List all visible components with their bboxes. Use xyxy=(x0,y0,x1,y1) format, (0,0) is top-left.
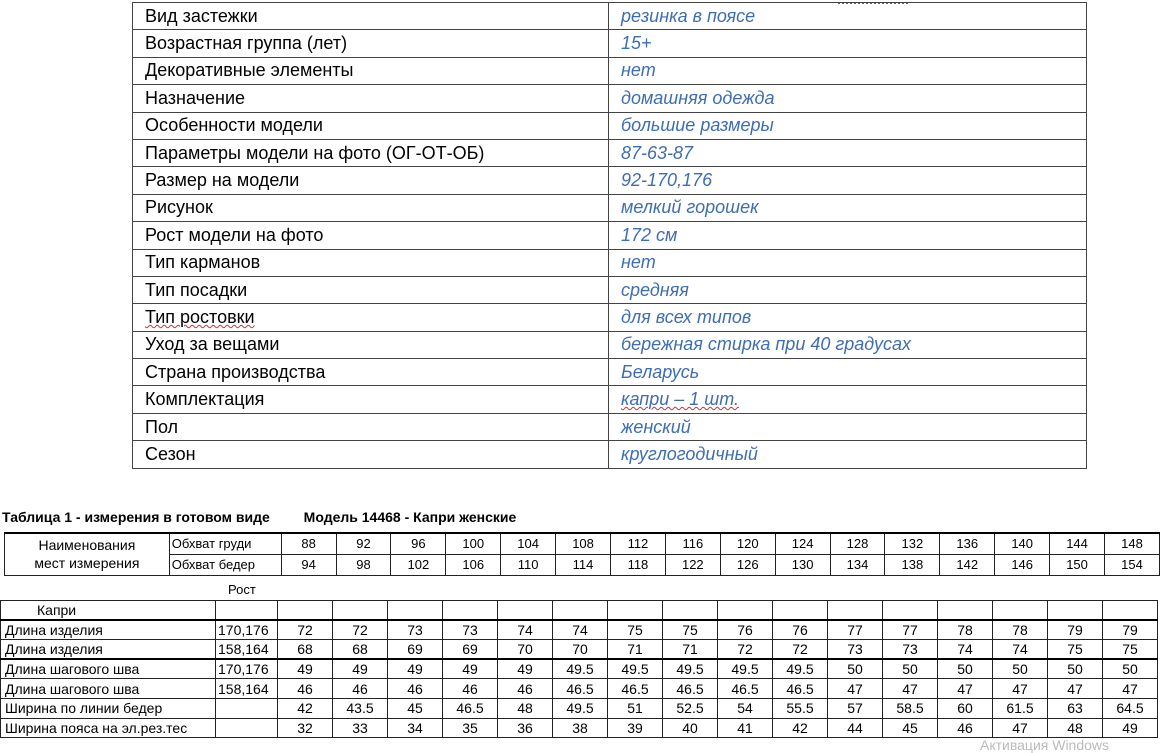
measurement-value: 50 xyxy=(883,659,938,679)
measurement-value: 73 xyxy=(388,620,443,640)
header-name-cell xyxy=(5,533,170,575)
empty-cell xyxy=(1048,601,1103,621)
hips-size-cell: 110 xyxy=(501,554,556,575)
measurements-caption xyxy=(2,509,516,525)
measurement-value: 73 xyxy=(883,640,938,660)
empty-cell xyxy=(553,601,608,621)
measurement-value: 79 xyxy=(1103,620,1158,640)
measurement-value: 46.5 xyxy=(718,679,773,699)
measurement-value: 47 xyxy=(993,679,1048,699)
property-key: Размер на модели xyxy=(133,167,609,194)
table-title: Таблица 1 - измерения в готовом виде xyxy=(2,509,270,525)
property-key: Рисунок xyxy=(133,194,609,221)
measurement-value: 34 xyxy=(388,718,443,738)
property-row xyxy=(133,386,1087,413)
measurement-value: 49.5 xyxy=(773,659,828,679)
section-label: Капри xyxy=(1,601,216,621)
measurement-row xyxy=(1,698,1158,718)
property-row xyxy=(133,85,1087,112)
measurement-row xyxy=(1,659,1158,679)
header-name-line-2: мест измерения xyxy=(34,555,140,572)
measurement-label: Длина шагового шва xyxy=(1,659,216,679)
property-row xyxy=(133,112,1087,139)
property-row xyxy=(133,139,1087,166)
property-row xyxy=(133,413,1087,440)
measurement-value: 74 xyxy=(498,620,553,640)
measurement-value: 75 xyxy=(663,620,718,640)
property-key: Особенности модели xyxy=(133,112,609,139)
measurement-value: 50 xyxy=(938,659,993,679)
hips-size-cell: 94 xyxy=(281,554,336,575)
measurement-value: 33 xyxy=(333,718,388,738)
measurement-value: 70 xyxy=(553,640,608,660)
property-value: резинка в поясе xyxy=(609,3,1087,30)
measurement-value: 35 xyxy=(443,718,498,738)
measurement-value: 49.5 xyxy=(553,698,608,718)
measurement-row xyxy=(1,620,1158,640)
measurement-value: 48 xyxy=(1048,718,1103,738)
property-value: мелкий горошек xyxy=(609,194,1087,221)
hips-size-cell: 122 xyxy=(665,554,720,575)
property-value: 92-170,176 xyxy=(609,167,1087,194)
rost-cell: 170,176 xyxy=(216,620,278,640)
property-value: для всех типов xyxy=(609,304,1087,331)
property-key: Сезон xyxy=(133,441,609,468)
measurement-value: 48 xyxy=(498,698,553,718)
hips-label: Обхват бедер xyxy=(169,554,281,575)
hips-size-cell: 146 xyxy=(995,554,1050,575)
measurement-value: 38 xyxy=(553,718,608,738)
property-row xyxy=(133,304,1087,331)
measurement-value: 74 xyxy=(553,620,608,640)
properties-table xyxy=(132,2,1087,469)
measurement-value: 46 xyxy=(938,718,993,738)
rost-cell xyxy=(216,718,278,738)
hips-size-cell: 106 xyxy=(446,554,501,575)
chest-size-cell: 100 xyxy=(446,533,501,554)
measurement-value: 70 xyxy=(498,640,553,660)
property-key: Рост модели на фото xyxy=(133,222,609,249)
property-value: 87-63-87 xyxy=(609,139,1087,166)
chest-size-cell: 144 xyxy=(1050,533,1105,554)
rost-label: Рост xyxy=(228,582,256,597)
hips-size-cell: 134 xyxy=(830,554,885,575)
measurement-value: 61.5 xyxy=(993,698,1048,718)
property-key: Назначение xyxy=(133,85,609,112)
empty-cell xyxy=(663,601,718,621)
measurement-value: 75 xyxy=(1048,640,1103,660)
property-value: нет xyxy=(609,249,1087,276)
property-value: большие размеры xyxy=(609,112,1087,139)
measurement-value: 68 xyxy=(333,640,388,660)
measurement-value: 46.5 xyxy=(663,679,718,699)
measurement-value: 72 xyxy=(773,640,828,660)
measurement-row xyxy=(1,679,1158,699)
chest-size-cell: 140 xyxy=(995,533,1050,554)
measurement-value: 44 xyxy=(828,718,883,738)
measurement-value: 74 xyxy=(938,640,993,660)
measurement-value: 46 xyxy=(498,679,553,699)
rost-cell: 158,164 xyxy=(216,640,278,660)
property-value: бережная стирка при 40 градусах xyxy=(609,331,1087,358)
measurement-value: 75 xyxy=(1103,640,1158,660)
chest-size-cell: 104 xyxy=(501,533,556,554)
measurement-value: 49 xyxy=(333,659,388,679)
measurement-value: 43.5 xyxy=(333,698,388,718)
size-header-table xyxy=(4,532,1160,576)
empty-cell xyxy=(773,601,828,621)
measurement-label: Длина шагового шва xyxy=(1,679,216,699)
measurement-value: 57 xyxy=(828,698,883,718)
empty-cell xyxy=(993,601,1048,621)
rost-cell xyxy=(216,698,278,718)
measurement-value: 41 xyxy=(718,718,773,738)
measurement-value: 52.5 xyxy=(663,698,718,718)
chest-size-cell: 124 xyxy=(775,533,830,554)
measurement-value: 50 xyxy=(1103,659,1158,679)
measurement-value: 46 xyxy=(443,679,498,699)
property-row xyxy=(133,167,1087,194)
measurement-label: Ширина пояса на эл.рез.тес xyxy=(1,718,216,738)
property-row xyxy=(133,194,1087,221)
empty-cell xyxy=(278,601,333,621)
empty-cell xyxy=(498,601,553,621)
property-row xyxy=(133,359,1087,386)
measurement-value: 47 xyxy=(883,679,938,699)
measurement-value: 49.5 xyxy=(718,659,773,679)
measurement-value: 50 xyxy=(1048,659,1103,679)
measurement-value: 47 xyxy=(1103,679,1158,699)
measurement-value: 32 xyxy=(278,718,333,738)
hips-size-cell: 126 xyxy=(720,554,775,575)
measurement-value: 47 xyxy=(993,718,1048,738)
property-key: Комплектация xyxy=(133,386,609,413)
measurement-value: 50 xyxy=(828,659,883,679)
section-row xyxy=(1,601,1158,621)
property-value: 172 см xyxy=(609,222,1087,249)
property-row xyxy=(133,441,1087,468)
empty-cell xyxy=(388,601,443,621)
property-key: Страна производства xyxy=(133,359,609,386)
property-value: круглогодичный xyxy=(609,441,1087,468)
chest-size-cell: 88 xyxy=(281,533,336,554)
property-value: женский xyxy=(609,413,1087,440)
property-row xyxy=(133,30,1087,57)
measurement-value: 54 xyxy=(718,698,773,718)
property-key: Вид застежки xyxy=(133,3,609,30)
measurement-value: 49 xyxy=(498,659,553,679)
measurement-value: 49 xyxy=(1103,718,1158,738)
measurement-value: 47 xyxy=(1048,679,1103,699)
empty-cell xyxy=(1103,601,1158,621)
hips-size-cell: 102 xyxy=(391,554,446,575)
property-key: Пол xyxy=(133,413,609,440)
hips-size-cell: 142 xyxy=(940,554,995,575)
property-value: 15+ xyxy=(609,30,1087,57)
measurement-row xyxy=(1,640,1158,660)
header-name-line-1: Наименования xyxy=(38,537,136,554)
measurement-value: 72 xyxy=(333,620,388,640)
hips-size-cell: 114 xyxy=(556,554,611,575)
empty-cell xyxy=(828,601,883,621)
chest-label: Обхват груди xyxy=(169,533,281,554)
measurement-value: 79 xyxy=(1048,620,1103,640)
measurement-value: 60 xyxy=(938,698,993,718)
chest-size-cell: 128 xyxy=(830,533,885,554)
empty-cell xyxy=(443,601,498,621)
chest-size-cell: 136 xyxy=(940,533,995,554)
property-row xyxy=(133,222,1087,249)
property-value: капри – 1 шт. xyxy=(609,386,1087,413)
measurement-value: 46 xyxy=(388,679,443,699)
chest-size-cell: 108 xyxy=(556,533,611,554)
property-row xyxy=(133,276,1087,303)
chest-size-cell: 92 xyxy=(336,533,391,554)
measurement-value: 46.5 xyxy=(443,698,498,718)
empty-cell xyxy=(333,601,388,621)
measurement-value: 45 xyxy=(883,718,938,738)
measurement-label: Длина изделия xyxy=(1,640,216,660)
measurement-value: 47 xyxy=(828,679,883,699)
empty-cell xyxy=(718,601,773,621)
measurement-value: 46.5 xyxy=(773,679,828,699)
measurement-value: 49 xyxy=(388,659,443,679)
measurement-value: 55.5 xyxy=(773,698,828,718)
measurement-value: 49 xyxy=(443,659,498,679)
measurement-value: 78 xyxy=(938,620,993,640)
measurement-value: 45 xyxy=(388,698,443,718)
measurement-value: 64.5 xyxy=(1103,698,1158,718)
measurement-value: 46.5 xyxy=(608,679,663,699)
measurement-label: Длина изделия xyxy=(1,620,216,640)
measurement-value: 46.5 xyxy=(553,679,608,699)
property-key: Уход за вещами xyxy=(133,331,609,358)
chest-size-cell: 120 xyxy=(720,533,775,554)
measurement-value: 46 xyxy=(278,679,333,699)
chest-size-cell: 116 xyxy=(665,533,720,554)
measurement-value: 68 xyxy=(278,640,333,660)
property-value: средняя xyxy=(609,276,1087,303)
property-key: Возрастная группа (лет) xyxy=(133,30,609,57)
measurement-value: 58.5 xyxy=(883,698,938,718)
measurement-value: 49.5 xyxy=(608,659,663,679)
empty-cell xyxy=(938,601,993,621)
hips-size-cell: 150 xyxy=(1050,554,1105,575)
empty-cell xyxy=(608,601,663,621)
measurement-value: 49 xyxy=(278,659,333,679)
rost-cell xyxy=(216,601,278,621)
chest-size-cell: 132 xyxy=(885,533,940,554)
property-key: Декоративные элементы xyxy=(133,57,609,84)
hips-size-cell: 154 xyxy=(1105,554,1160,575)
property-value: домашняя одежда xyxy=(609,85,1087,112)
measurement-value: 77 xyxy=(883,620,938,640)
measurements-table xyxy=(0,600,1158,738)
measurement-value: 51 xyxy=(608,698,663,718)
property-value: Беларусь xyxy=(609,359,1087,386)
property-row xyxy=(133,57,1087,84)
measurement-value: 46 xyxy=(333,679,388,699)
measurement-value: 50 xyxy=(993,659,1048,679)
rost-cell: 170,176 xyxy=(216,659,278,679)
property-key: Тип посадки xyxy=(133,276,609,303)
measurement-value: 72 xyxy=(278,620,333,640)
property-row xyxy=(133,249,1087,276)
measurement-value: 77 xyxy=(828,620,883,640)
rost-cell: 158,164 xyxy=(216,679,278,699)
measurement-value: 63 xyxy=(1048,698,1103,718)
property-row xyxy=(133,331,1087,358)
measurement-value: 42 xyxy=(773,718,828,738)
measurement-value: 76 xyxy=(718,620,773,640)
model-title: Модель 14468 - Капри женские xyxy=(303,509,517,525)
measurement-value: 49.5 xyxy=(663,659,718,679)
property-key: Тип карманов xyxy=(133,249,609,276)
property-row xyxy=(133,3,1087,30)
chest-size-cell: 96 xyxy=(391,533,446,554)
measurement-value: 39 xyxy=(608,718,663,738)
property-key: Параметры модели на фото (ОГ-ОТ-ОБ) xyxy=(133,139,609,166)
measurement-value: 72 xyxy=(718,640,773,660)
measurement-value: 36 xyxy=(498,718,553,738)
measurement-value: 78 xyxy=(993,620,1048,640)
measurement-value: 47 xyxy=(938,679,993,699)
measurement-label: Ширина по линии бедер xyxy=(1,698,216,718)
measurement-value: 69 xyxy=(388,640,443,660)
hips-size-cell: 130 xyxy=(775,554,830,575)
measurement-value: 40 xyxy=(663,718,718,738)
chest-size-cell: 112 xyxy=(610,533,665,554)
empty-cell xyxy=(883,601,938,621)
measurement-value: 73 xyxy=(443,620,498,640)
hips-size-cell: 118 xyxy=(610,554,665,575)
measurement-value: 76 xyxy=(773,620,828,640)
measurement-value: 73 xyxy=(828,640,883,660)
hips-size-cell: 98 xyxy=(336,554,391,575)
property-key: Тип ростовки xyxy=(133,304,609,331)
measurement-value: 69 xyxy=(443,640,498,660)
measurement-row xyxy=(1,718,1158,738)
measurement-value: 71 xyxy=(663,640,718,660)
hips-size-cell: 138 xyxy=(885,554,940,575)
measurement-value: 74 xyxy=(993,640,1048,660)
measurement-value: 49.5 xyxy=(553,659,608,679)
measurement-value: 75 xyxy=(608,620,663,640)
measurement-value: 42 xyxy=(278,698,333,718)
windows-activation-watermark: Активация Windows xyxy=(980,737,1110,753)
chest-size-cell: 148 xyxy=(1105,533,1160,554)
measurement-value: 71 xyxy=(608,640,663,660)
property-value: нет xyxy=(609,57,1087,84)
